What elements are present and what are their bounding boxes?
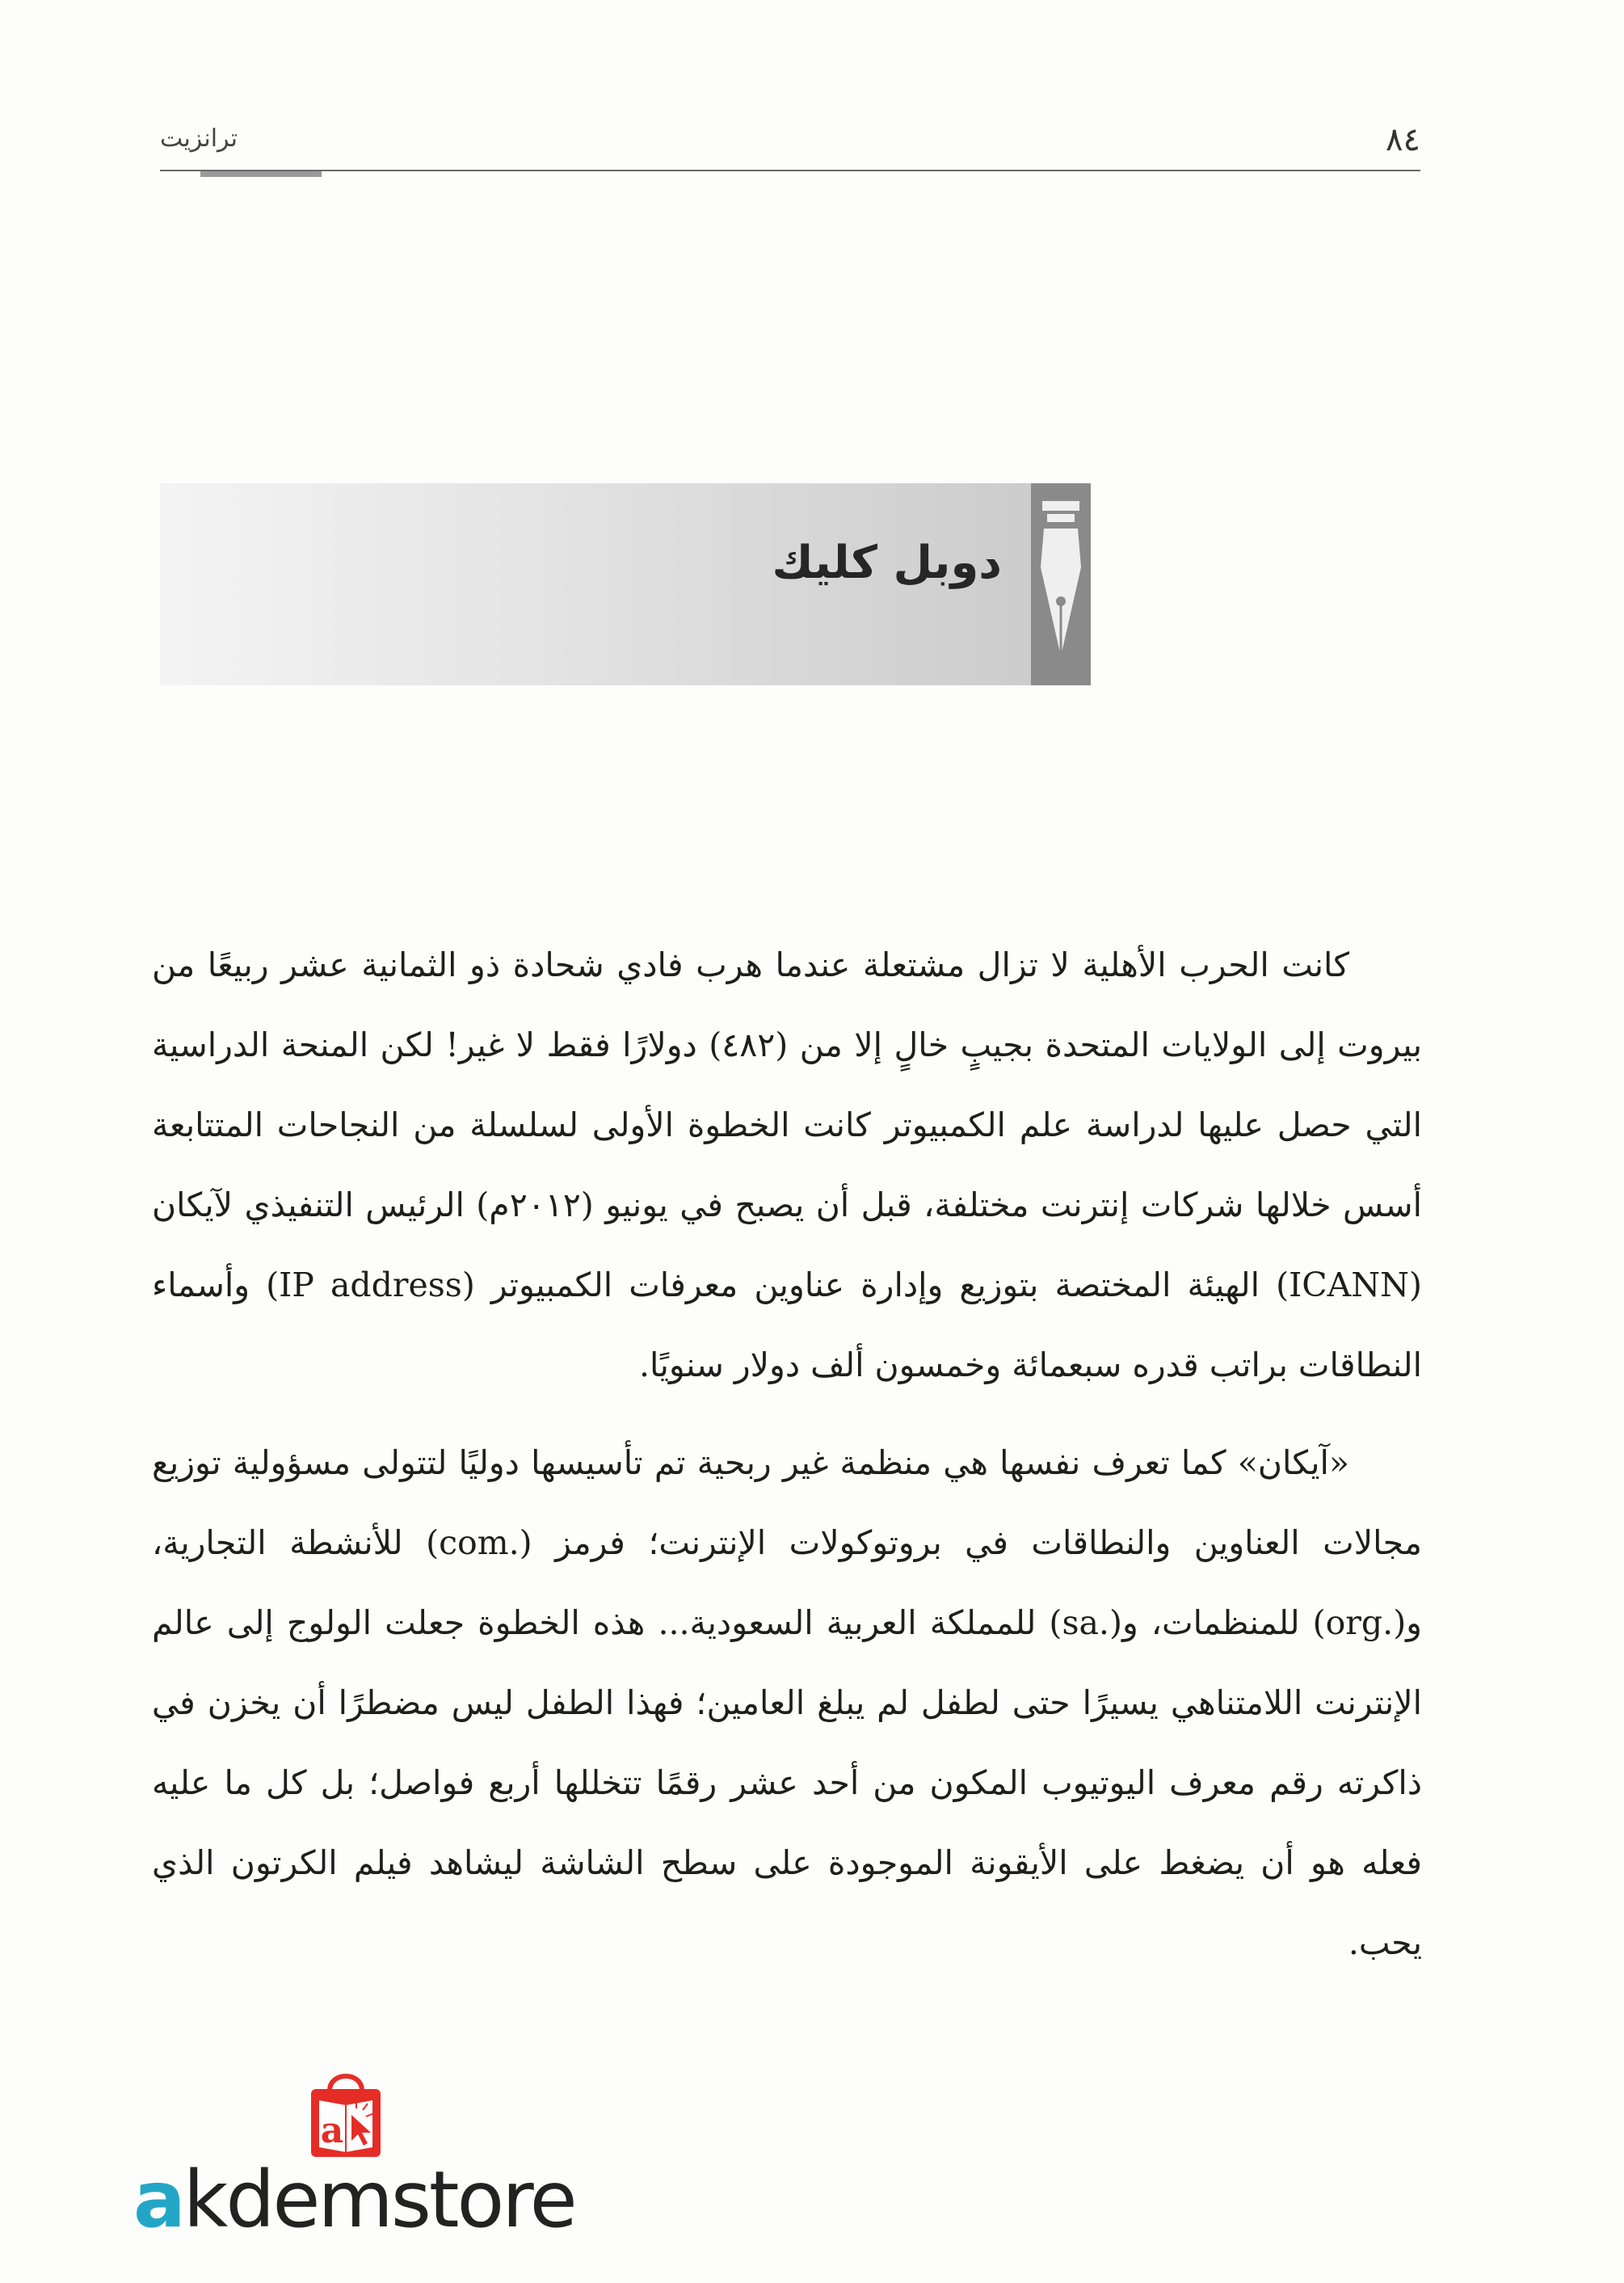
running-title: ترانزيت <box>160 124 238 153</box>
wordmark-rest: kdemstore <box>183 2155 575 2245</box>
body-text <box>152 925 1422 1983</box>
chapter-title: دوبل كليك <box>772 537 1002 589</box>
bag-letter: a <box>320 2110 344 2151</box>
paragraph-2: «آيكان» كما تعرف نفسها هي منظمة غير ربحية تم تأسيسها دوليًا لتتولى مسؤولية توزيع مجالات العناوين والنطاقات في بروتوكولات الإنترنت؛ فرمز (.com) للأنشطة التجارية، و(.org) للمنظمات، و(.sa) للمملكة العربية السعودية... هذه الخطوة جعلت الولوج إلى عالم الإنترنت اللامتناهي يسيرًا حتى لطفل لم يبلغ العامين؛ فهذا الطفل ليس مضطرًا أن يخزن في ذاكرته رقم معرف اليوتيوب المكون من أحد عشر رقمًا تتخللها أربع فواصل؛ بل كل ما عليه فعله هو أن يضغط على الأيقونة الموجودة على سطح الشاشة ليشاهد فيلم الكرتون الذي يحب. <box>152 1443 1422 1962</box>
akdemstore-watermark <box>133 2065 586 2259</box>
chapter-banner <box>160 483 1091 685</box>
header-rule-accent <box>200 171 322 177</box>
page-number: ٨٤ <box>1386 121 1420 158</box>
running-head <box>160 113 1420 178</box>
header-rule <box>160 170 1420 171</box>
paragraph-1: كانت الحرب الأهلية لا تزال مشتعلة عندما هرب فادي شحادة ذو الثمانية عشر ربيعًا من بيروت إلى الولايات المتحدة بجيبٍ خالٍ إلا من (٤٨٢) دولارًا فقط لا غير! لكن المنحة الدراسية التي حصل عليها لدراسة علم الكمبيوتر كانت الخطوة الأولى لسلسلة من النجاحات المتتابعة أسس خلالها شركات إنترنت مختلفة، قبل أن يصبح في يونيو (٢٠١٢م) الرئيس التنفيذي لآيكان (ICANN) الهيئة المختصة بتوزيع وإدارة عناوين معرفات الكمبيوتر (IP address) وأسماء النطاقات براتب قدره سبعمائة وخمسون ألف دولار سنويًا. <box>152 946 1423 1384</box>
wordmark-first-letter: a <box>133 2155 183 2245</box>
shopping-bag-book-cursor-icon <box>305 2065 387 2159</box>
akdemstore-wordmark <box>133 2155 575 2244</box>
fountain-pen-nib-icon <box>1031 483 1091 685</box>
